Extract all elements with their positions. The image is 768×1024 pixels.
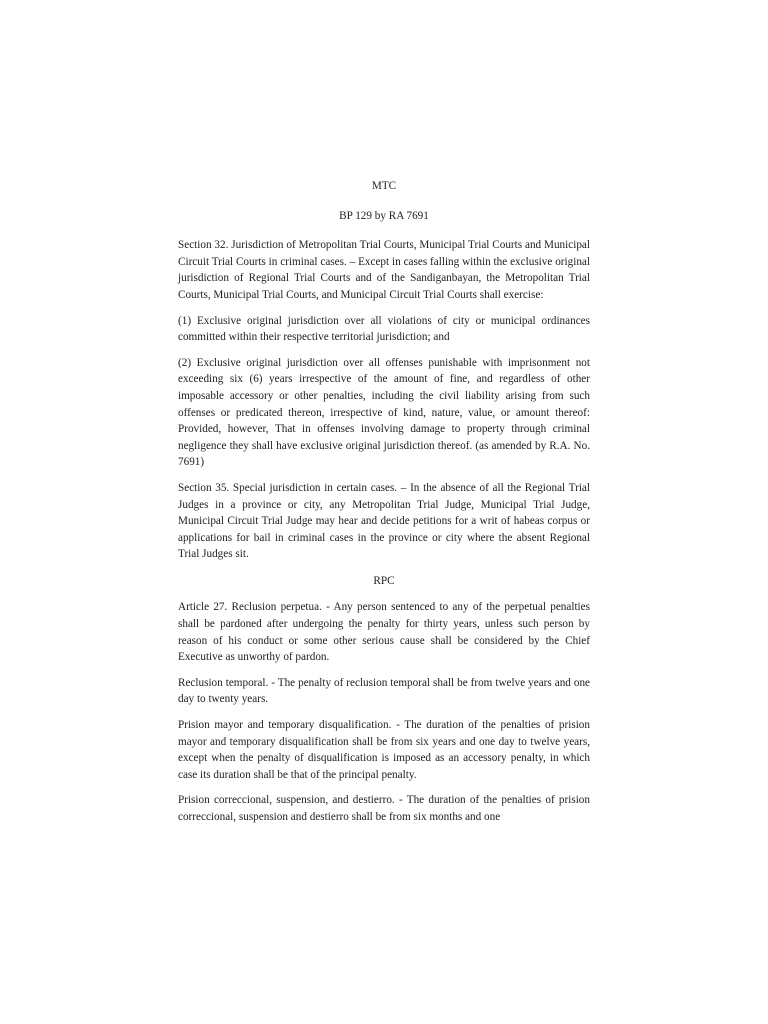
- heading-rpc: RPC: [373, 574, 395, 587]
- heading-bp-129: BP 129 by RA 7691: [339, 209, 429, 222]
- prision-correccional-paragraph: Prision correccional, suspension, and destierro. - The duration of the penalties of prision correccional, suspension and destierro shall be from six months and one: [178, 794, 590, 823]
- clause-2-paragraph: (2) Exclusive original jurisdiction over all offenses punishable with imprisonment not exceeding six (6) years irrespective of the amount of fine, and regardless of other imposable accessory or other penalties, including the civil liability arising from such offenses or predicated thereon, irrespective of kind, nature, value, or amount thereof: Provided, however, That in offenses involving damage to property through criminal negligence they shall have exclusive original jurisdiction thereof. (as amended by R.A. No. 7691): [178, 356, 590, 469]
- clause-1-paragraph: (1) Exclusive original jurisdiction over all violations of city or municipal ordinances committed within their respective territorial jurisdiction; and: [178, 314, 590, 344]
- section-32-paragraph: Section 32. Jurisdiction of Metropolitan Trial Courts, Municipal Trial Courts and Municipal Circuit Trial Courts in criminal cases. – Except in cases falling within the exclusive original jurisdiction of Regional Trial Courts and of the Sandiganbayan, the Metropolitan Trial Courts, Municipal Trial Courts, and Municipal Circuit Trial Courts shall exercise:: [178, 239, 590, 301]
- section-35-paragraph: Section 35. Special jurisdiction in certain cases. – In the absence of all the Regional Trial Judges in a province or city, any Metropolitan Trial Judge, Municipal Trial Judge, Municipal Circuit Trial Judge may hear and decide petitions for a writ of habeas corpus or applications for bail in criminal cases in the province or city where the absent Regional Trial Judges sit.: [178, 481, 590, 561]
- article-27-paragraph: Article 27. Reclusion perpetua. - Any person sentenced to any of the perpetual penalties shall be pardoned after undergoing the penalty for thirty years, unless such person by reason of his conduct or some other serious cause shall be considered by the Chief Executive as unworthy of pardon.: [178, 601, 590, 664]
- document-page: [178, 178, 590, 826]
- heading-mtc: MTC: [371, 180, 397, 192]
- reclusion-temporal-paragraph: Reclusion temporal. - The penalty of reclusion temporal shall be from twelve years and one day to twenty years.: [178, 676, 590, 706]
- prision-mayor-paragraph: Prision mayor and temporary disqualification. - The duration of the penalties of prision mayor and temporary disqualification shall be from six years and one day to twelve years, except when the penalty of disqualification is imposed as an accessory penalty, in which case its duration shall be that of the principal penalty.: [178, 719, 590, 781]
